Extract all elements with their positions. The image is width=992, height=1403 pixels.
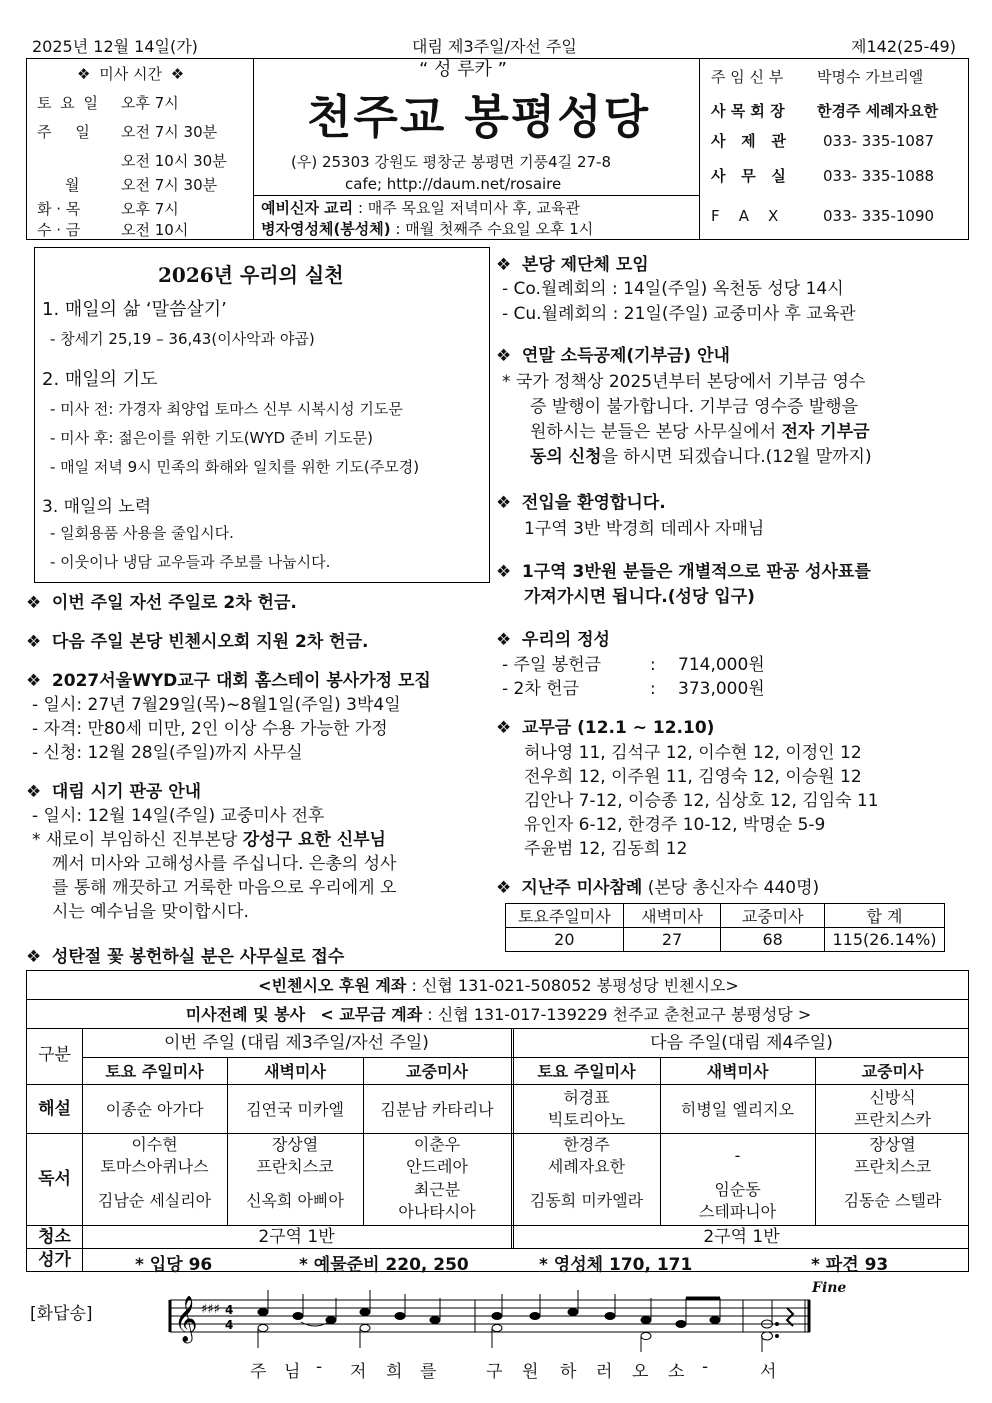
notice-line: 께서 미사와 고해성사를 주십니다. 은총의 성사 <box>52 854 397 874</box>
psalm-label: [화답송] <box>30 1304 93 1324</box>
practice-item: - 일회용품 사용을 줄입시다. <box>50 524 234 542</box>
this-week-header: 이번 주일 (대림 제3주일/자선 주일) <box>164 1033 429 1053</box>
row-hymns: 성가 <box>38 1250 71 1270</box>
notice-line: 를 통해 깨끗하고 거룩한 마음으로 우리에게 오 <box>52 878 397 898</box>
mass-row: 토 요 일 오후 7시 <box>37 94 179 112</box>
col-header: 교중미사 <box>861 1062 924 1081</box>
notice-flowers: ❖ 성탄절 꽃 봉헌하실 분은 사무실로 접수 <box>26 947 345 967</box>
contact-row: 사 무 실 033- 335-1088 <box>711 167 935 185</box>
fine-mark: Fine <box>812 1280 847 1296</box>
svg-text:4: 4 <box>225 1318 234 1332</box>
notice-line: * 새로이 부임하신 진부본당 강성구 요한 신부님 <box>32 830 386 850</box>
diamond-icon: ❖ <box>496 718 512 738</box>
offering-row: - 2차 헌금 : 373,000원 <box>502 679 765 699</box>
mass-row: 월 오전 7시 30분 <box>65 176 218 194</box>
dues-line: 김안나 7-12, 이승종 12, 심상호 12, 김임숙 11 <box>524 791 879 811</box>
hymn-offertory: * 예물준비 220, 250 <box>299 1255 469 1275</box>
mass-row: 주 일 오전 7시 30분 <box>37 123 218 141</box>
notice-line: 시는 예수님을 맞이합시다. <box>52 902 249 922</box>
practice-heading-1: 1. 매일의 삶 ‘말씀살기’ <box>42 299 227 320</box>
right-line: 원하시는 분들은 본당 사무실에서 전자 기부금 <box>530 422 870 442</box>
diamond-icon: ❖ <box>496 346 512 366</box>
col-header: 새벽미사 <box>264 1062 326 1081</box>
practice-heading-2: 2. 매일의 기도 <box>42 369 158 390</box>
notice-line: - 자격: 만80세 미만, 2인 이상 수용 가능한 가정 <box>32 719 388 739</box>
hymn-entrance: * 입당 96 <box>135 1255 213 1275</box>
diamond-icon: ❖ <box>26 593 42 613</box>
right-line: 1구역 3반 박경희 데레사 자매님 <box>524 519 765 539</box>
right-heading: ❖ 전입을 환영합니다. <box>496 493 666 513</box>
issue-number: 제142(25-49) <box>851 37 956 56</box>
right-heading: ❖ 교무금 (12.1 ~ 12.10) <box>496 718 715 738</box>
diamond-icon: ❖ <box>496 255 512 275</box>
diamond-icon: ❖ <box>496 562 512 582</box>
time-signature: 4 <box>225 1303 234 1317</box>
church-address: (우) 25303 강원도 평창군 봉평면 기풍4길 27-8 <box>291 153 611 171</box>
right-heading: ❖ 연말 소득공제(기부금) 안내 <box>496 346 730 366</box>
cafe-link[interactable]: cafe; http://daum.net/rosaire <box>345 175 562 193</box>
right-heading: ❖ 지난주 미사참례 (본당 총신자수 440명) <box>496 878 820 898</box>
diamond-icon: ❖ <box>26 671 42 691</box>
practice-item: - 창세기 25,19 – 36,43(이사악과 야곱) <box>50 330 315 348</box>
notice-confession: ❖ 대림 시기 판공 안내 <box>26 782 202 802</box>
row-reader: 독서 <box>38 1169 71 1189</box>
right-line: - Co.월례회의 : 14일(주일) 옥천동 성당 14시 <box>502 279 844 299</box>
mass-row: 오전 10시 30분 <box>121 152 227 170</box>
diamond-icon: ❖ <box>496 878 512 898</box>
notice-wyd: ❖ 2027서울WYD교구 대회 홈스테이 봉사가정 모집 <box>26 671 431 691</box>
sick-communion-info: 병자영성체(봉성체) : 매월 첫째주 수요일 오후 1시 <box>261 220 594 238</box>
ministry-schedule-table: <빈첸시오 후원 계좌 : 신협 131-021-508052 봉평성당 빈첸시오> 미사전례 및 봉사 < 교무금 계좌 : 신협 131-017-139229 천주교 춘천교구 봉평성당 > 구분 이번 주일 (대림 제3주일/자선 주일) 다음 주일(대림 제4주일) 토요 주일미사 새벽미사 교중미사 토요 주일미사 새벽미사 교중미사 해설 이종순 아가다 김연국 미카엘 김분남 카타리나 허경표 빅토리아노 히병일 엘리지오 신방식 프란치스카 독서 이수현 토마스아퀴나스 김남순 세실리아 장상열 프란치스코 신옥희 아삐아 이춘우 안드레아 최근분 아나타시아 한경주 세례자요한 김동희 미카엘라 - 임순동 스테파니아 장상열 프란치스코 김동순 스텔라 청소 2구역 1반 2구역 1반 성가 * 입당 96 * 예물준비 220, 250 * 영성체 170, 171 * 파견 93 <box>26 970 969 1272</box>
dues-account: 미사전례 및 봉사 < 교무금 계좌 : 신협 131-017-139229 천주교 춘천교구 봉평성당 > <box>185 1005 812 1024</box>
right-line: 증 발행이 불가합니다. 기부금 영수증 발행을 <box>530 397 859 417</box>
col-header: 토요 주일미사 <box>105 1062 204 1081</box>
right-heading: ❖ 우리의 정성 <box>496 630 610 650</box>
diamond-icon: ❖ <box>77 65 91 83</box>
diamond-icon: ❖ <box>170 65 185 83</box>
notice-line: - 일시: 27년 7월29일(목)~8월1일(주일) 3박4일 <box>32 695 401 715</box>
diamond-icon: ❖ <box>496 630 512 650</box>
header-top-line <box>28 34 964 56</box>
diamond-icon: ❖ <box>26 782 42 802</box>
dues-line: 허나영 11, 김석구 12, 이수현 12, 이정인 12 <box>524 743 862 763</box>
practice-item: - 미사 전: 가경자 최양업 토마스 신부 시복시성 기도문 <box>50 400 403 418</box>
mass-time-title: ❖ 미사 시간 ❖ <box>77 65 185 83</box>
table-row: 토요주일미사 새벽미사 교중미사 합 계 <box>506 904 945 928</box>
notes <box>258 1290 793 1352</box>
contact-row: 사 제 관 033- 335-1087 <box>711 132 935 150</box>
liturgical-sunday: 대림 제3주일/자선 주일 <box>412 37 577 56</box>
table-row: 20 27 68 115(26.14%) <box>506 928 945 952</box>
hymn-dismissal: * 파견 93 <box>811 1255 889 1275</box>
practice-title: 2026년 우리의 실천 <box>158 263 344 287</box>
patron-saint: “ 성 루카 ” <box>419 59 507 80</box>
mass-row: 수 · 금 오전 10시 <box>37 221 189 239</box>
right-line: 동의 신청을 하시면 되겠습니다.(12월 말까지) <box>530 447 872 467</box>
sharp-icon: ♯♯♯ <box>201 1302 220 1317</box>
notice-line: - 신청: 12월 28일(주일)까지 사무실 <box>32 743 303 763</box>
notice-line: - 일시: 12월 14일(주일) 교중미사 전후 <box>32 806 325 826</box>
right-heading: ❖ 1구역 3반원 분들은 개별적으로 판공 성사표를 <box>496 562 871 582</box>
practice-item: - 미사 후: 젊은이를 위한 기도(WYD 준비 기도문) <box>50 429 373 447</box>
diamond-icon: ❖ <box>496 493 512 513</box>
vincent-account: <빈첸시오 후원 계좌 : 신협 131-021-508052 봉평성당 빈첸시오> <box>258 976 739 995</box>
offering-row: - 주일 봉헌금 : 714,000원 <box>502 655 765 675</box>
practice-item: - 이웃이나 냉담 교우들과 주보를 나눕시다. <box>50 553 331 571</box>
col-gubun: 구분 <box>38 1045 71 1065</box>
church-name: 천주교 봉평성당 <box>307 90 651 144</box>
col-header: 새벽미사 <box>706 1062 769 1081</box>
catechumen-info: 예비신자 교리 : 매주 목요일 저녁미사 후, 교육관 <box>261 199 580 217</box>
notice-second-collection: ❖ 이번 주일 자선 주일로 2차 헌금. <box>26 593 297 613</box>
psalm-lyrics: 주 님 - 저 희 를 구 원 하 러 오 소 - 서 <box>250 1357 777 1382</box>
right-line: 가져가시면 됩니다.(성당 입구) <box>524 587 755 607</box>
dues-line: 유인자 6-12, 한경주 10-12, 박명순 5-9 <box>524 815 826 835</box>
practice-heading-3: 3. 매일의 노력 <box>42 497 152 517</box>
contact-row: 주 임 신 부 박명수 가브리엘 <box>711 68 924 86</box>
right-line: - Cu.월례회의 : 21일(주일) 교중미사 후 교육관 <box>502 304 856 324</box>
right-line: * 국가 정책상 2025년부터 본당에서 기부금 영수 <box>502 372 866 392</box>
row-commentator: 해설 <box>38 1099 71 1119</box>
contact-row: F A X 033- 335-1090 <box>711 207 935 225</box>
col-header: 교중미사 <box>406 1062 468 1081</box>
header-box <box>26 58 969 240</box>
treble-clef-icon: 𝄞 <box>174 1296 198 1342</box>
contact-row: 사 목 회 장 한경주 세례자요한 <box>711 102 939 120</box>
dues-line: 주윤범 12, 김동희 12 <box>524 839 688 859</box>
attendance-table <box>505 903 945 952</box>
next-week-header: 다음 주일(대림 제4주일) <box>650 1033 833 1053</box>
psalm-staff <box>165 1290 815 1352</box>
row-cleaning: 청소 <box>38 1227 71 1247</box>
right-heading: ❖ 본당 제단체 모임 <box>496 255 649 275</box>
diamond-icon: ❖ <box>26 947 42 967</box>
practice-item: - 매일 저녁 9시 민족의 화해와 일치를 위한 기도(주모경) <box>50 458 420 476</box>
bulletin-date: 2025년 12월 14일(가) <box>32 37 198 56</box>
diamond-icon: ❖ <box>26 632 42 652</box>
hymn-communion: * 영성체 170, 171 <box>539 1255 693 1275</box>
notice-vincent: ❖ 다음 주일 본당 빈첸시오회 지원 2차 헌금. <box>26 632 369 652</box>
dues-line: 전우희 12, 이주원 11, 김영숙 12, 이승원 12 <box>524 767 862 787</box>
mass-row: 화 · 목 오후 7시 <box>37 200 179 218</box>
col-header: 토요 주일미사 <box>537 1062 636 1081</box>
